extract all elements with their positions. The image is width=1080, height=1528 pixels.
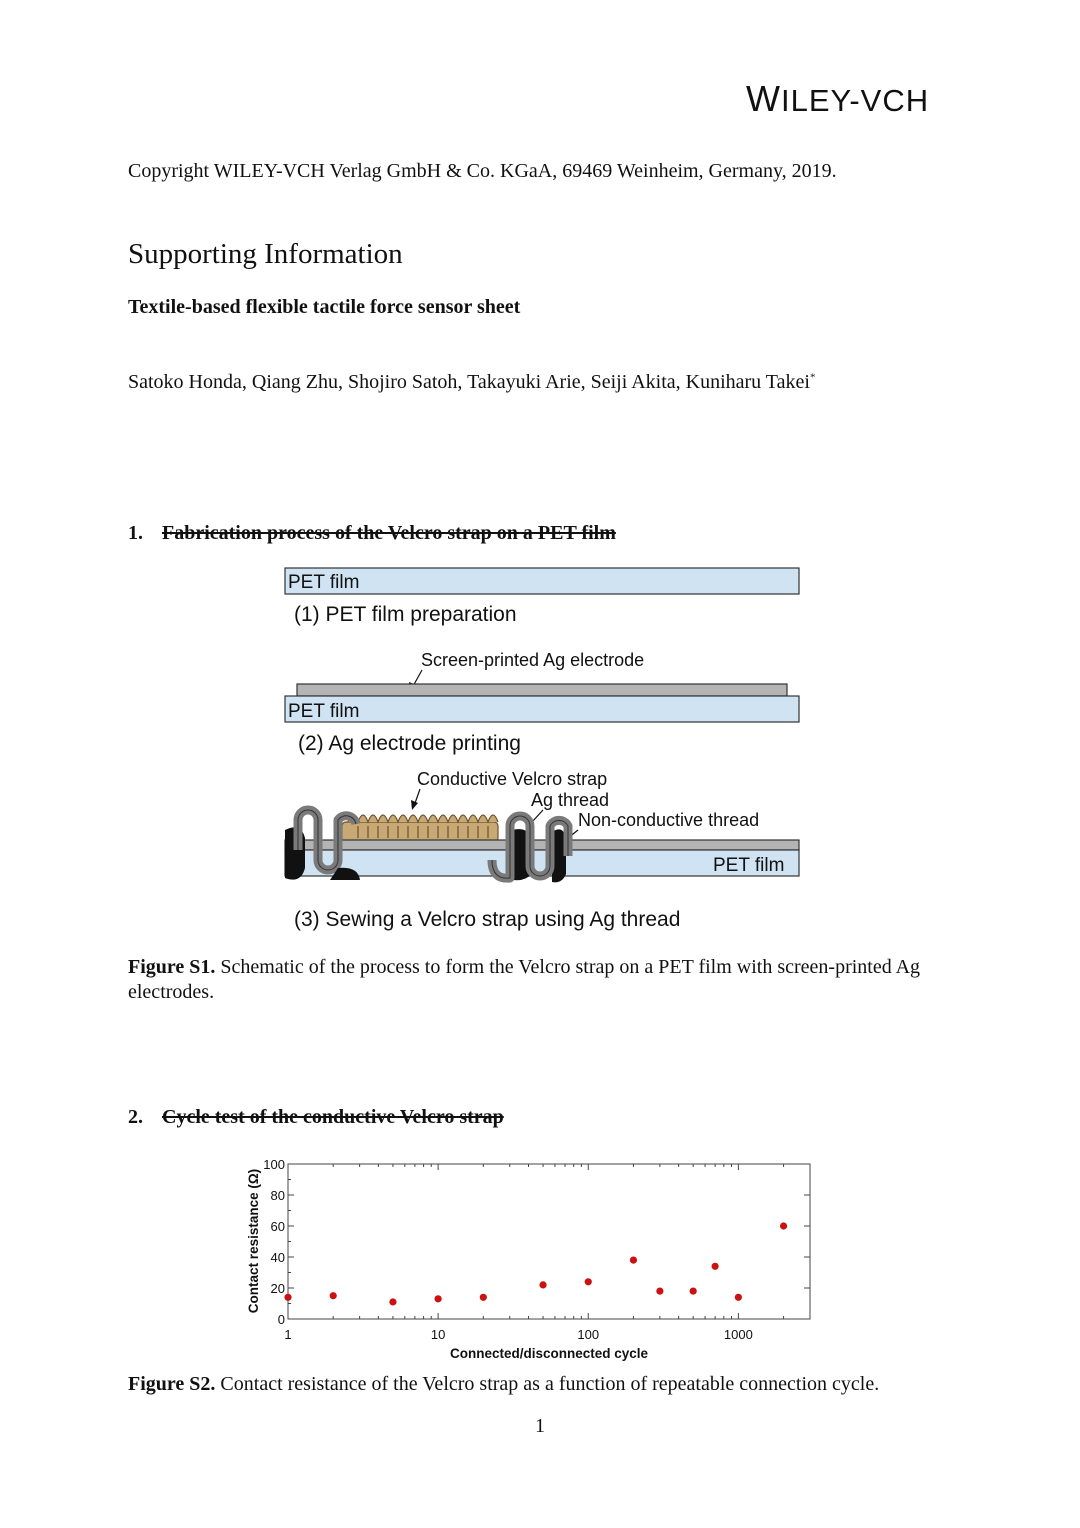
pet-film-layer-1: [285, 568, 799, 594]
figure-s1-caption: [128, 955, 928, 1005]
velcro-strap: [342, 822, 498, 842]
publisher-logo: [746, 78, 929, 120]
section-1-heading: [128, 522, 616, 545]
data-point: [284, 1294, 291, 1301]
ag-electrode-layer-3: [285, 840, 799, 850]
section-1-number: 1.: [128, 522, 143, 544]
x-tick-label: 1000: [723, 1327, 753, 1342]
section-2-heading: [128, 1106, 504, 1129]
y-tick-label: 100: [263, 1157, 285, 1172]
page-number: 1: [535, 1415, 545, 1437]
figure-s1-schematic: [270, 560, 820, 940]
data-point: [585, 1278, 592, 1285]
step-3-label: (3) Sewing a Velcro strap using Ag thread: [294, 908, 681, 931]
velcro-label: Conductive Velcro strap: [417, 769, 608, 789]
plot-frame: [288, 1164, 810, 1319]
y-axis-ticks: [263, 1157, 810, 1327]
velcro-pointer-arrowhead: [411, 800, 418, 810]
logo-middle: ILEY: [780, 83, 850, 118]
ag-thread-label: Ag thread: [531, 790, 610, 810]
x-tick-label: 10: [430, 1327, 446, 1342]
data-point: [480, 1294, 487, 1301]
figure-s2-label: Figure S2.: [128, 1373, 216, 1395]
supporting-information-title: Supporting Information: [128, 238, 403, 270]
figure-s2-caption-text: Contact resistance of the Velcro strap as a function of repeatable connection cycle.: [215, 1373, 880, 1395]
y-tick-label: 40: [270, 1250, 285, 1265]
data-point: [712, 1263, 719, 1270]
y-tick-label: 20: [270, 1281, 285, 1296]
figure-s1-label: Figure S1.: [128, 956, 216, 978]
figure-s2-caption: [128, 1372, 968, 1397]
data-point: [330, 1292, 337, 1299]
x-axis-label: Connected/disconnected cycle: [449, 1346, 649, 1361]
electrode-label: Screen-printed Ag electrode: [421, 650, 645, 670]
section-2-number: 2.: [128, 1106, 143, 1128]
y-tick-label: 60: [270, 1219, 285, 1234]
logo-initial: W: [746, 78, 781, 119]
pet-label-2: PET film: [288, 701, 360, 722]
y-tick-label: 80: [270, 1188, 285, 1203]
pet-film-layer-2: [285, 696, 799, 722]
figure-s2-chart: [240, 1150, 830, 1365]
x-axis-ticks: [284, 1164, 810, 1342]
data-point: [389, 1298, 396, 1305]
data-points: [284, 1222, 787, 1305]
copyright-notice: Copyright WILEY-VCH Verlag GmbH & Co. KGaA, 69469 Weinheim, Germany, 2019.: [128, 160, 837, 182]
x-tick-label: 1: [284, 1327, 292, 1342]
ag-thread-pointer: [532, 810, 543, 822]
step-1-label: (1) PET film preparation: [294, 603, 517, 626]
data-point: [656, 1288, 663, 1295]
data-point: [690, 1288, 697, 1295]
y-tick-label: 0: [277, 1312, 285, 1327]
nonconductive-label: Non-conductive thread: [578, 810, 760, 830]
pet-label-1: PET film: [288, 572, 360, 593]
corresponding-author-mark: *: [809, 371, 816, 384]
data-point: [630, 1257, 637, 1264]
section-1-title: Fabrication process of the Velcro strap on a PET film: [162, 522, 616, 544]
data-point: [539, 1281, 546, 1288]
author-list: [128, 371, 815, 394]
x-tick-label: 100: [577, 1327, 600, 1342]
y-axis-label: Contact resistance (Ω): [246, 1168, 261, 1314]
authors-text: Satoko Honda, Qiang Zhu, Shojiro Satoh, Takayuki Arie, Seiji Akita, Kuniharu Takei: [128, 371, 810, 393]
paper-title: Textile-based flexible tactile force sensor sheet: [128, 296, 521, 318]
step-2-label: (2) Ag electrode printing: [298, 732, 521, 755]
data-point: [735, 1294, 742, 1301]
figure-s1-caption-text: Schematic of the process to form the Velcro strap on a PET film with screen-printed Ag electrodes.: [128, 956, 921, 1003]
data-point: [780, 1222, 787, 1229]
pet-label-3: PET film: [713, 855, 785, 876]
section-2-title: Cycle test of the conductive Velcro strap: [162, 1106, 504, 1128]
ag-electrode-layer: [297, 684, 787, 696]
logo-suffix: -VCH: [849, 83, 930, 118]
data-point: [435, 1295, 442, 1302]
velcro-hooks: [348, 815, 498, 822]
